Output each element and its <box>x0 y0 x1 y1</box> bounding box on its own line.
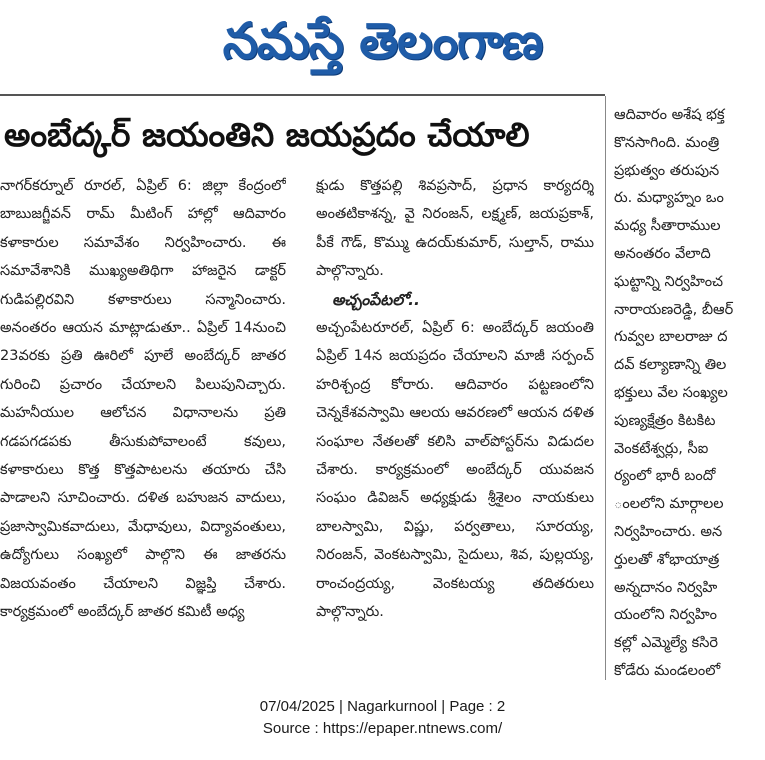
side-line: నిర్వహించారు. అన <box>614 523 723 540</box>
article-paragraph: క్షుడు కొత్తపల్లి శివప్రసాద్, ప్రధాన కార్యదర్శి అంతటికాశన్న, వై నిరంజన్, లక్ష్మణ్, జయప్రకాశ్, పీకే గౌడ్, కొమ్ము ఉదయ్‌కుమార్, సుల్తాన్, రాము పాల్గొన్నారు. <box>316 178 594 280</box>
column-divider <box>605 96 606 680</box>
side-line: యంలోని నిర్వహిం <box>614 607 717 624</box>
side-line: గువ్వల బాలరాజు ద <box>614 329 728 346</box>
side-line: రు. మధ్యాహ్నం ఒం <box>614 190 724 207</box>
side-line: పుణ్యక్షేత్రం కిటకిట <box>614 412 716 429</box>
newspaper-logo: నమస్తే తెలంగాణ <box>222 12 543 70</box>
headline-rule <box>0 94 605 96</box>
page-footer <box>0 696 765 740</box>
side-line: ఆదివారం అశేష భక్త <box>614 107 725 123</box>
article-column-1 <box>0 172 286 682</box>
masthead <box>0 0 765 88</box>
side-line: అనంతరం వేలాది <box>614 245 711 262</box>
side-line: ఘట్టాన్ని నిర్వహించ <box>614 273 724 290</box>
article-column-2 <box>316 172 594 682</box>
article-paragraph: నాగర్‌కర్నూల్ రూరల్, ఏప్రిల్ 6: జిల్లా కేంద్రంలో బాబుజగ్జీవన్ రామ్ మీటింగ్ హాల్లో ఆదివారం కళాకారుల సమావేశం నిర్వహించారు. ఈ సమావేశానికి ముఖ్యఅతిథిగా హాజరైన డాక్టర్ గుడిపల్లిరవిని కళాకారులు సన్మానించారు. అనంతరం ఆయన మాట్లాడుతూ.. ఏప్రిల్ 14నుంచి 23వరకు ప్రతి ఊరిలో పూలే అంబేద్కర్ జాతర గురించి ప్రచారం చేయాలని పిలుపునిచ్చారు. మహనీయుల ఆలోచన విధానాలను ప్రతి గడపగడపకు తీసుకుపోవాలంటే కవులు, కళాకారులు కొత్త కొత్తపాటలను తయారు చేసి పాడాలని సూచించారు. దళిత బహుజన వాదులు, ప్రజాస్వామికవాదులు, మేధావులు, విద్యావంతులు, ఉద్యోగులు సంఖ్యలో పాల్గొని ఈ జాతరను విజయవంతం చేయాలని విజ్ఞప్తి చేశారు. కార్యక్రమంలో అంబేద్కర్ జాతర కమిటీ అధ్య <box>0 178 286 621</box>
side-line: భక్తులు వేల సంఖ్యల <box>614 384 728 401</box>
side-line: కల్లో ఎమ్మెల్యే కసిరె <box>614 635 719 652</box>
side-line: మధ్య సీతారాముల <box>614 218 721 235</box>
edition-info: 07/04/2025 | Nagarkurnool | Page : 2 <box>259 698 506 715</box>
article-headline: అంబేద్కర్ జయంతిని జయప్రదం చేయాలి <box>4 115 530 154</box>
source-link[interactable]: Source : https://epaper.ntnews.com/ <box>262 720 503 737</box>
side-line: దవ్ కల్యాణాన్ని తిల <box>614 357 727 374</box>
side-line: ంలలోని మార్గాలల <box>614 496 724 513</box>
side-line: ర్తులతో శోభాయాత్ర <box>614 551 720 568</box>
side-line: కోడేరు మండలంలో <box>614 662 721 679</box>
article-paragraph: అచ్చంపేటరూరల్, ఏప్రిల్ 6: అంబేద్కర్ జయంతి ఏప్రిల్ 14న జయప్రదం చేయాలని మాజీ సర్పంచ్ హరిశ్చంద్ర కోరారు. ఆదివారం పట్టణంలోని చెన్నకేశవస్వామి ఆలయ ఆవరణలో ఆయన దళిత సంఘాల నేతలతో కలిసి వాల్‌పోస్టర్‌ను విడుదల చేశారు. కార్యక్రమంలో అంబేద్కర్ యువజన సంఘం డివిజన్ అధ్యక్షుడు శ్రీశైలం నాయకులు బాలస్వామి, విష్ణు, పర్వతాలు, సూరయ్య, నిరంజన్, వెంకటస్వామి, సైదులు, శివ, పుల్లయ్య, రాంచంద్రయ్య, వెంకటయ్య తదితరులు పాల్గొన్నారు. <box>316 320 594 621</box>
side-line: వెంకటేశ్వర్లు, సీఐ <box>614 440 709 457</box>
side-line: ర్యంలో భారీ బందో <box>614 468 716 485</box>
side-line: నారాయణరెడ్డి, బీఆర్ <box>614 301 734 318</box>
side-line: అన్నదానం నిర్వహి <box>614 579 718 596</box>
side-article-column <box>614 102 765 680</box>
article-subheading: అచ్చంపేటలో.. <box>332 290 420 309</box>
side-line: కొనసాగింది. మంత్రి <box>614 134 720 151</box>
side-line: ప్రభుత్వం తరుపున <box>614 162 720 179</box>
